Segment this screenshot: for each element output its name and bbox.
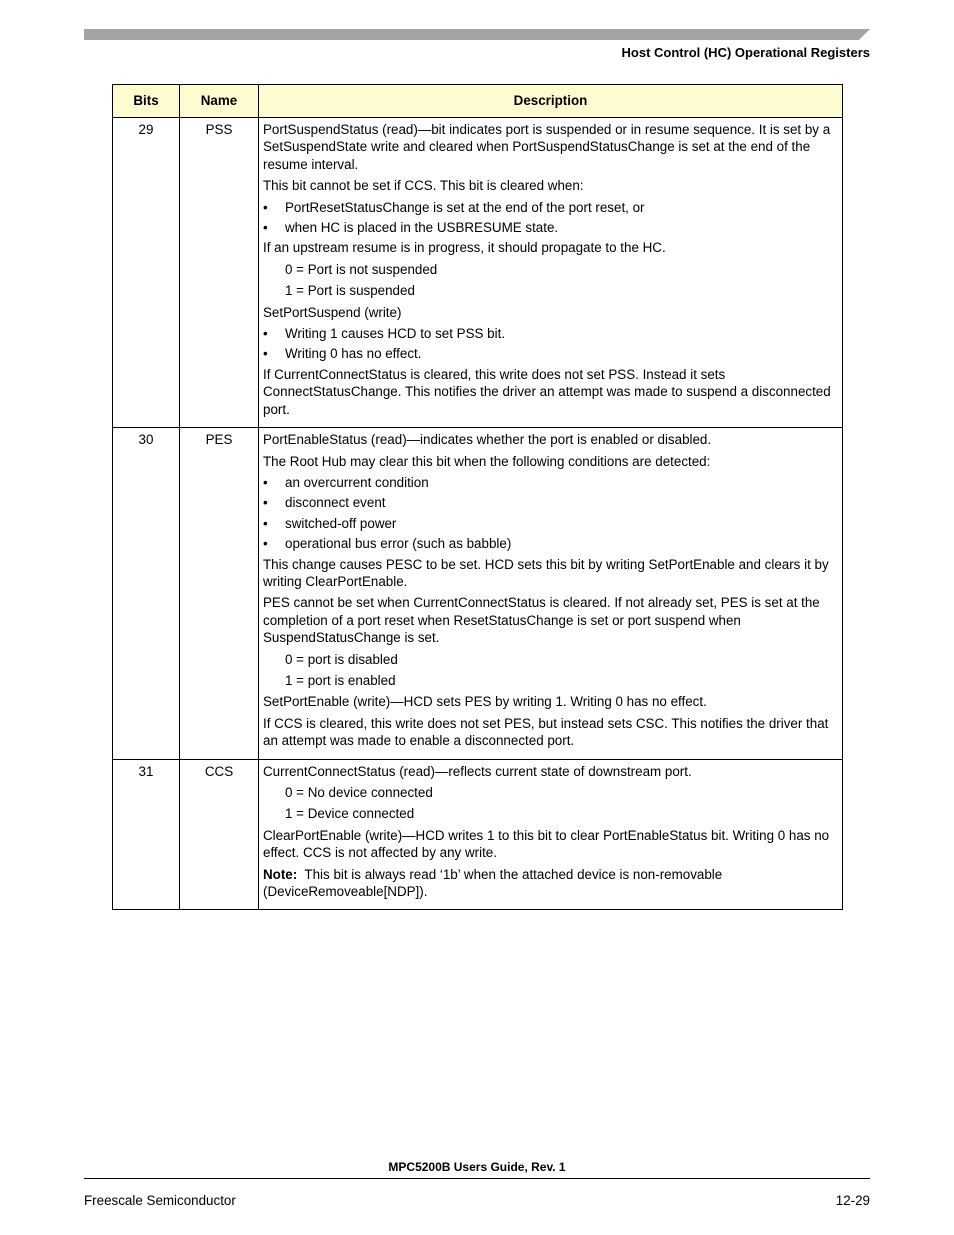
value-definition: 0 = port is disabled <box>285 651 398 667</box>
value-definition: 1 = Port is suspended <box>285 283 415 299</box>
value-definition: 0 = Port is not suspended <box>285 261 438 277</box>
bullet-list <box>263 474 838 553</box>
bits-cell: 29 <box>113 118 180 428</box>
bullet-item: • operational bus error (such as babble) <box>263 535 838 552</box>
section-title: Host Control (HC) Operational Registers <box>621 45 870 60</box>
bullet-item: • Writing 1 causes HCD to set PSS bit. <box>263 325 838 342</box>
description-paragraph: If an upstream resume is in progress, it should propagate to the HC. <box>263 240 666 256</box>
bullet-list <box>263 199 838 237</box>
description-paragraph: PortSuspendStatus (read)—bit indicates port is suspended or in resume sequence. It is set by a SetSuspendState write and cleared when PortSuspendStatusChange is set at the end of the resume interval. <box>263 122 831 172</box>
description-paragraph: This change causes PESC to be set. HCD sets this bit by writing SetPortEnable and clears it by writing ClearPortEnable. <box>263 556 829 589</box>
note-paragraph <box>263 866 838 901</box>
header-rule-bar <box>84 29 870 40</box>
name-cell: CCS <box>180 759 259 910</box>
column-header-bits: Bits <box>113 85 180 118</box>
name-cell: PES <box>180 428 259 760</box>
bullet-item: • PortResetStatusChange is set at the end of the port reset, or <box>263 199 838 216</box>
value-definition: 1 = Device connected <box>285 806 415 822</box>
description-paragraph: ClearPortEnable (write)—HCD writes 1 to this bit to clear PortEnableStatus bit. Writing 0 has no effect. CCS is not affected by any write. <box>263 827 830 861</box>
description-paragraph: PES cannot be set when CurrentConnectStatus is cleared. If not already set, PES is set at the completion of a port reset when ResetStatusChange is set or port suspend when SuspendStatusChange is set. <box>263 595 820 646</box>
column-header-description: Description <box>259 85 843 118</box>
description-paragraph: The Root Hub may clear this bit when the following conditions are detected: <box>263 453 711 469</box>
bullet-list <box>263 325 838 363</box>
table-row <box>113 759 843 910</box>
value-definition: 1 = port is enabled <box>285 672 396 688</box>
page-number: 12-29 <box>835 1193 870 1208</box>
description-paragraph: If CurrentConnectStatus is cleared, this write does not set PSS. Instead it sets ConnectStatusChange. This notifies the driver an attempt was made to suspend a disconnected port. <box>263 366 831 417</box>
bullet-item: • Writing 0 has no effect. <box>263 345 838 362</box>
description-paragraph: CurrentConnectStatus (read)—reflects current state of downstream port. <box>263 763 692 779</box>
note-text: This bit is always read ‘1b’ when the attached device is non-removable (DeviceRemoveable[NDP]). <box>263 866 723 900</box>
company-name: Freescale Semiconductor <box>84 1193 236 1208</box>
note-label: Note: <box>263 866 298 882</box>
description-cell <box>259 118 843 428</box>
column-header-name: Name <box>180 85 259 118</box>
bits-cell: 30 <box>113 428 180 760</box>
bullet-item: • switched-off power <box>263 515 838 532</box>
description-paragraph: If CCS is cleared, this write does not set PES, but instead sets CSC. This notifies the driver that an attempt was made to enable a disconnected port. <box>263 715 829 749</box>
description-paragraph: SetPortSuspend (write) <box>263 304 402 320</box>
name-cell: PSS <box>180 118 259 428</box>
description-paragraph: PortEnableStatus (read)—indicates whether the port is enabled or disabled. <box>263 432 712 448</box>
table-header-row <box>113 85 843 118</box>
table-row <box>113 118 843 428</box>
bullet-item: • disconnect event <box>263 494 838 511</box>
description-paragraph: SetPortEnable (write)—HCD sets PES by writing 1. Writing 0 has no effect. <box>263 694 707 710</box>
bits-cell: 31 <box>113 759 180 910</box>
bullet-item: • when HC is placed in the USBRESUME state. <box>263 219 838 236</box>
description-cell <box>259 428 843 760</box>
description-cell <box>259 759 843 910</box>
footer-rule <box>84 1178 870 1179</box>
document-title: MPC5200B Users Guide, Rev. 1 <box>388 1160 566 1174</box>
table-row <box>113 428 843 760</box>
description-paragraph: This bit cannot be set if CCS. This bit is cleared when: <box>263 178 584 194</box>
value-definition: 0 = No device connected <box>285 785 433 800</box>
bullet-item: • an overcurrent condition <box>263 474 838 491</box>
register-field-table <box>112 84 843 910</box>
